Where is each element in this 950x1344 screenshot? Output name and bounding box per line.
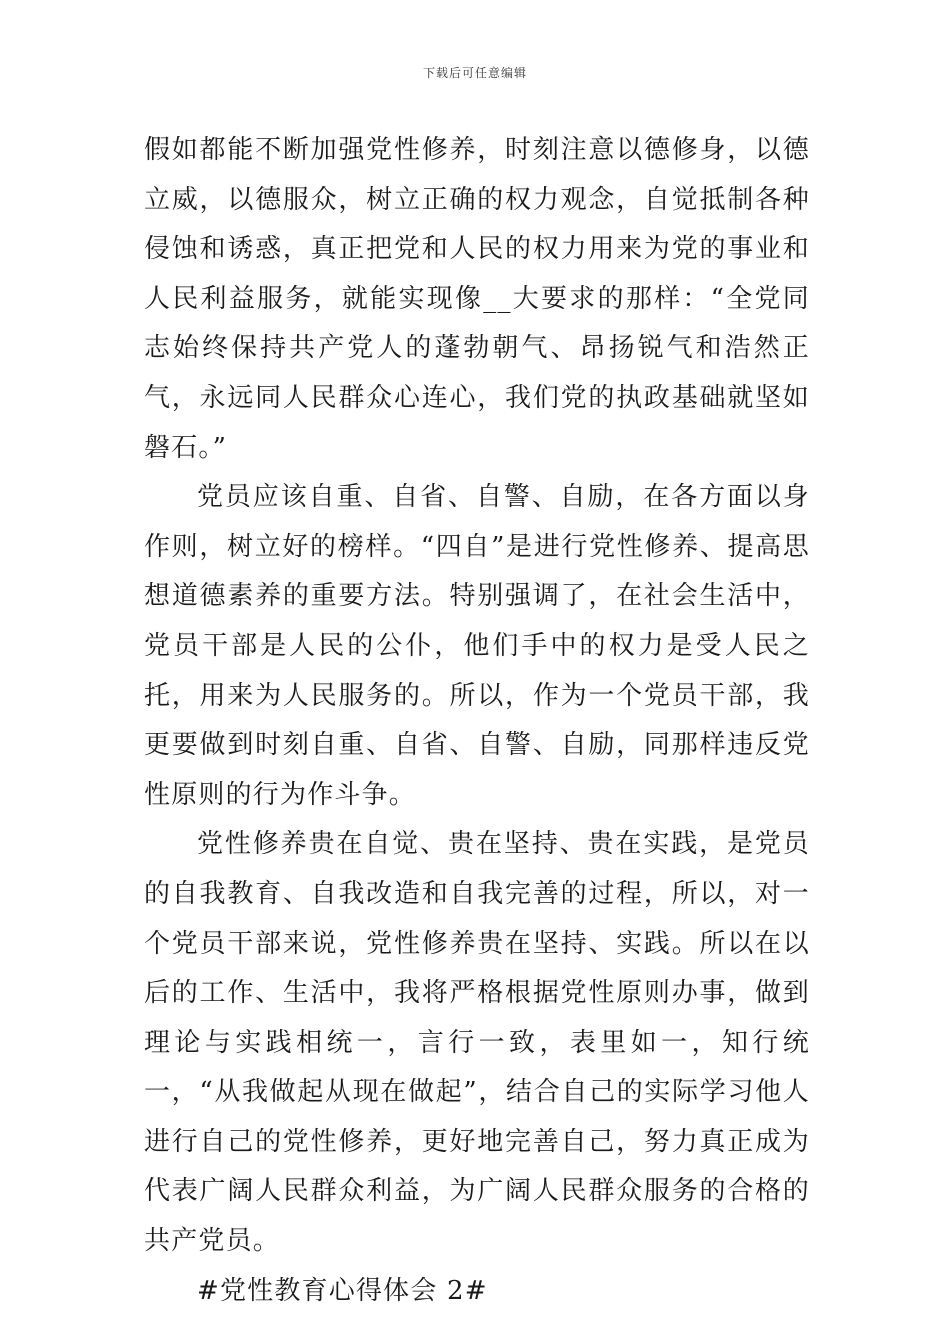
section-heading: #党性教育心得体会 2# (197, 1275, 488, 1306)
page-header: 下载后可任意编辑 (422, 66, 527, 80)
paragraph-3: 党性修养贵在自觉、贵在坚持、贵在实践，是党员的自我教育、自我改造和自我完善的过程，所以，对一个党员干部来说，党性修养贵在坚持、实践。所以在以后的工作、生活中，我将严格根据党性原则办事，做到理论与实践相统一，言行一致，表里如一，知行统一，“从我做起从现在做起”，结合自己的实际学习他人进行自己的党性修养，更好地完善自己，努力真正成为代表广阔人民群众利益，为广阔人民群众服务的合格的共产党员。 (144, 829, 810, 1257)
paragraph-2: 党员应该自重、自省、自警、自励，在各方面以身作则，树立好的榜样。“四自”是进行党性修养、提高思想道德素养的重要方法。特别强调了，在社会生活中，党员干部是人民的公仆，他们手中的权力是受人民之托，用来为人民服务的。所以，作为一个党员干部，我更要做到时刻自重、自省、自警、自励，同那样违反党性原则的行为作斗争。 (144, 482, 810, 810)
paragraph-1: 假如都能不断加强党性修养，时刻注意以德修身，以德立威，以德服众，树立正确的权力观念，自觉抵制各种侵蚀和诱惑，真正把党和人民的权力用来为党的事业和人民利益服务，就能实现像__大要求的那样：“全党同志始终保持共产党人的蓬勃朝气、昂扬锐气和浩然正气，永远同人民群众心连心，我们党的执政基础就坚如磐石。” (144, 135, 810, 463)
document-body (144, 126, 810, 1316)
